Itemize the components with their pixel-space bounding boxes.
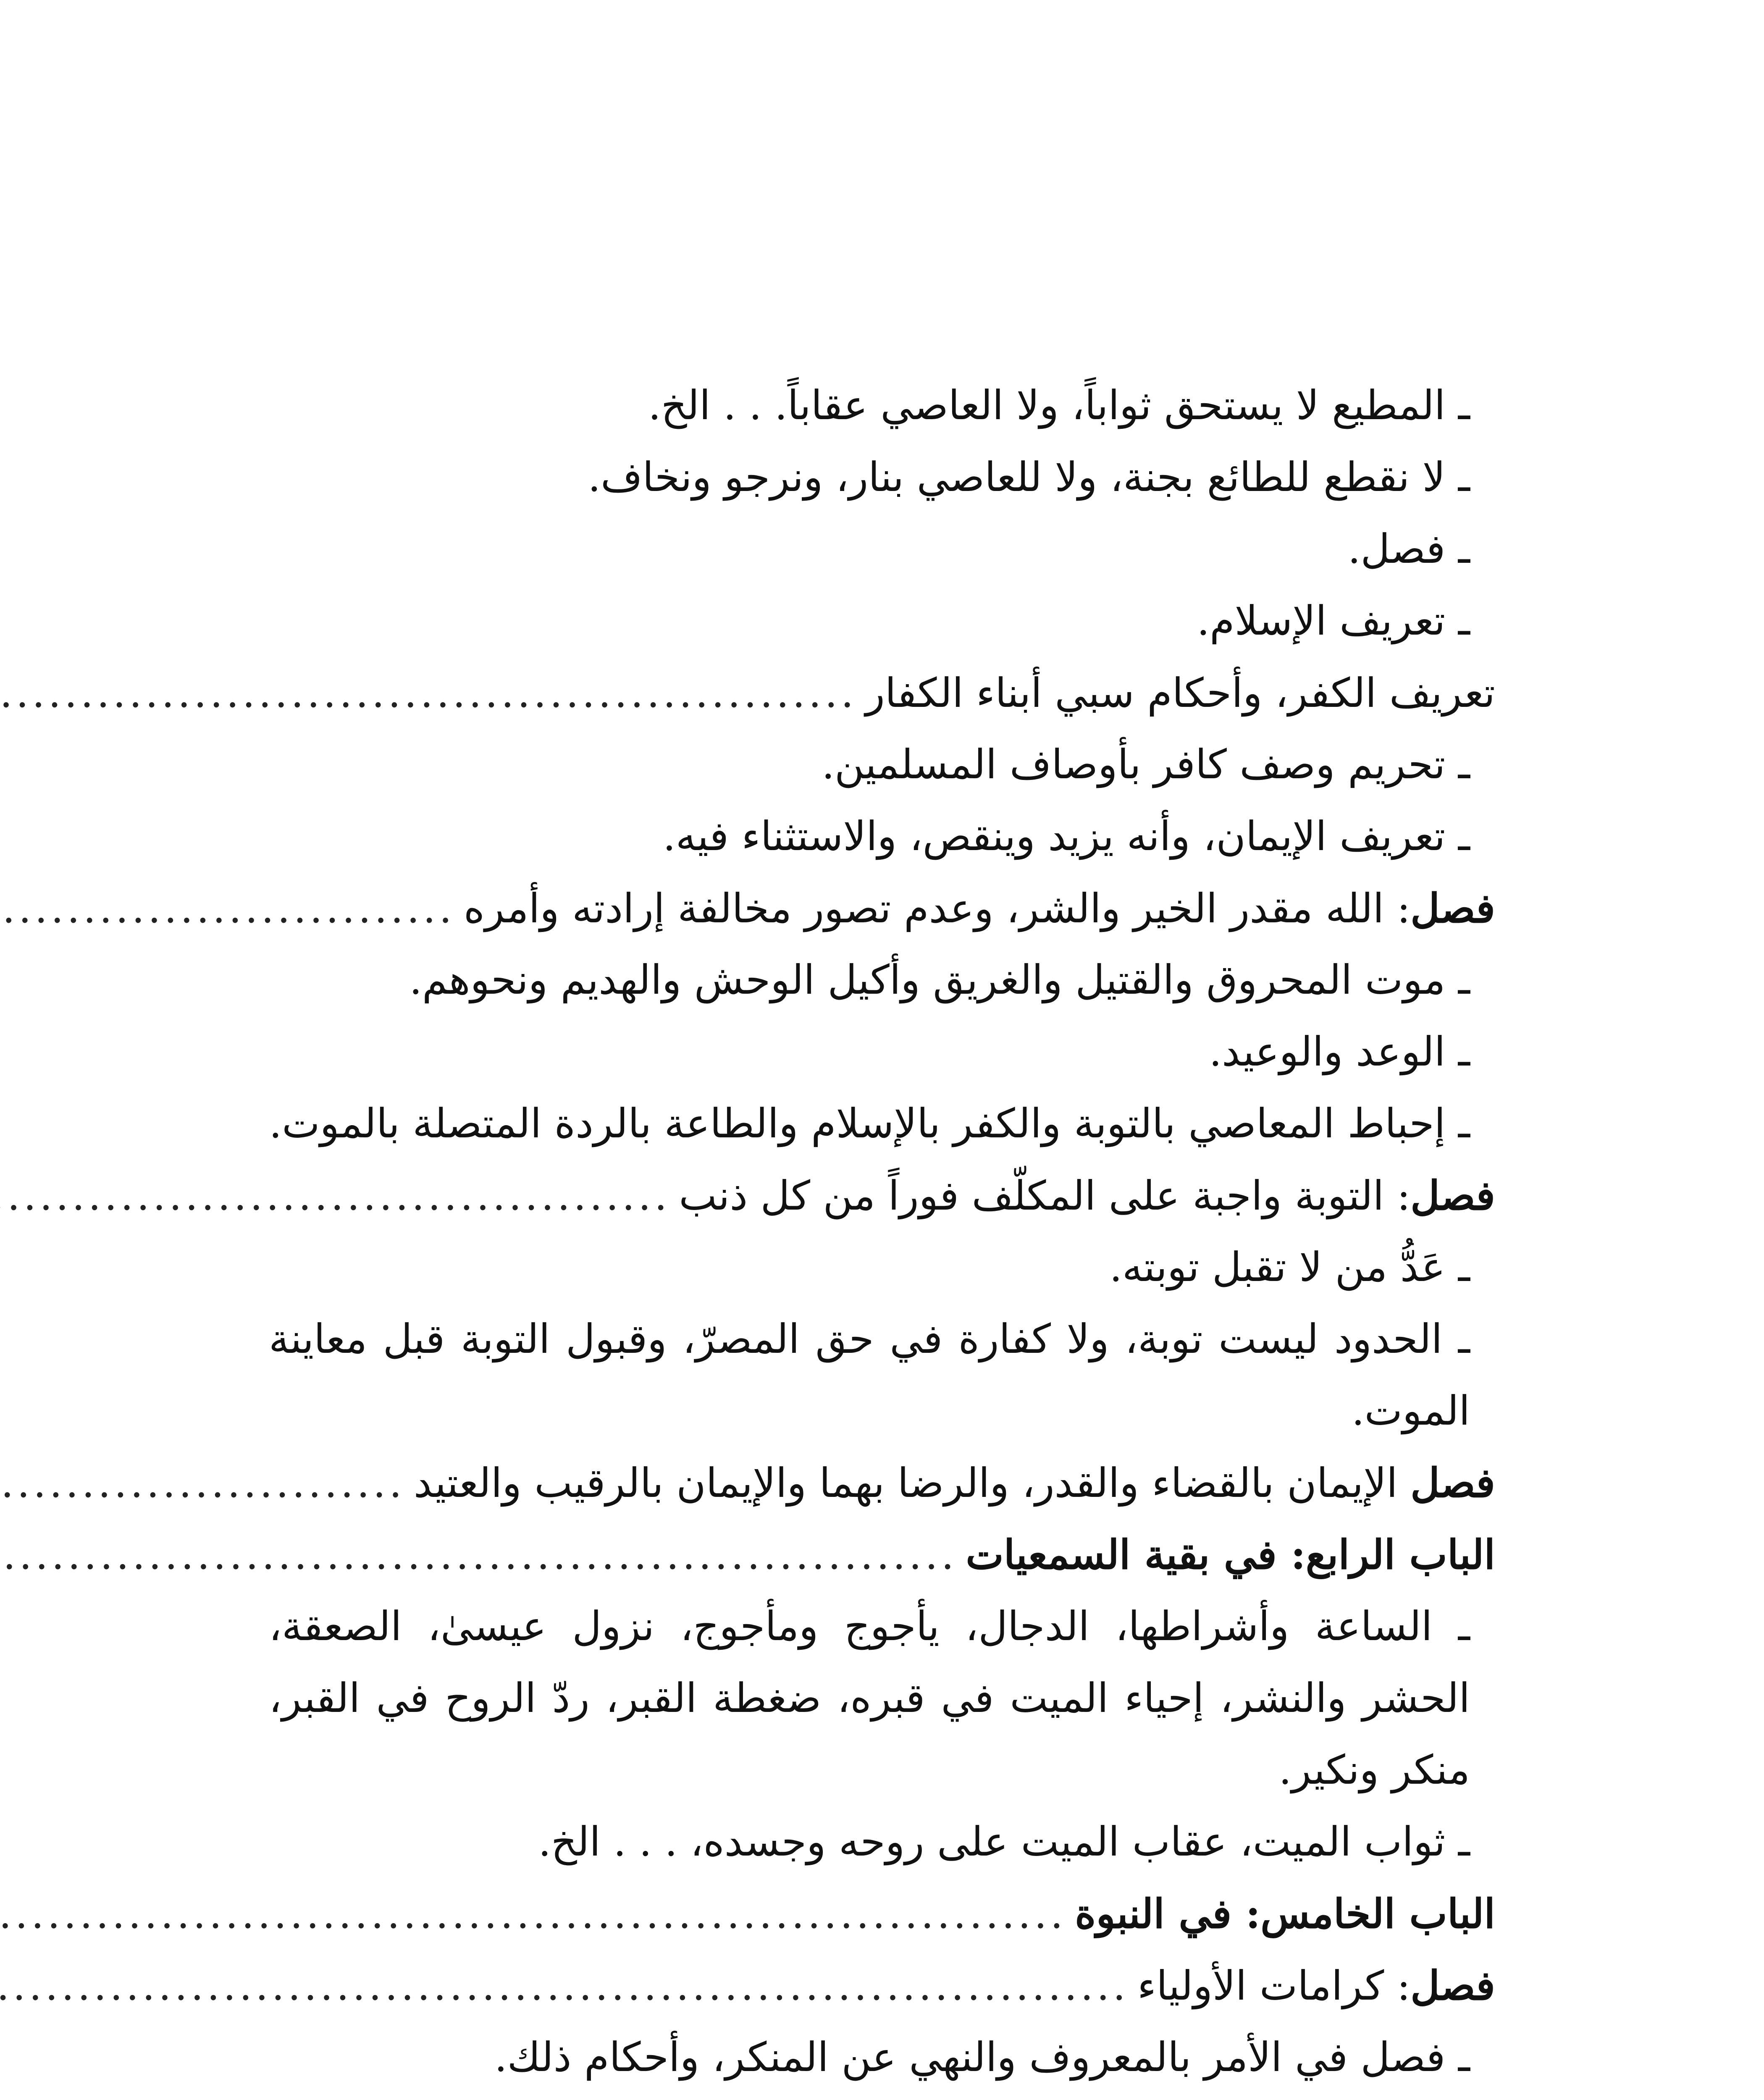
toc-entry-text: ـ فصل في الأمر بالمعروف والنهي عن المنكر، وأحكام ذلك. xyxy=(494,2034,1470,2081)
toc-entry-text: ـ عَدُّ من لا تقبل توبته. xyxy=(1109,1244,1470,1291)
toc-entry-text xyxy=(966,1519,1495,1591)
toc-entry xyxy=(269,2093,1495,2100)
toc-entry-text xyxy=(1137,1950,1495,2022)
toc-entry-body: : في بقية السمعيات xyxy=(966,1531,1306,1578)
toc-entry-body: : الله مقدر الخير والشر، وعدم تصور مخالفة إرادته وأمره xyxy=(463,885,1411,932)
dot-leader xyxy=(0,1519,957,1591)
toc-entry-label: فصل xyxy=(1410,885,1495,932)
dot-leader xyxy=(0,873,455,945)
dot-leader xyxy=(0,1447,405,1519)
table-of-contents xyxy=(269,370,1495,2100)
toc-entry-text: ـ الحدود ليست توبة، ولا كفارة في حق المصرّ، وقبول التوبة قبل معاينة الموت. xyxy=(269,1315,1470,1434)
toc-entry-text: ـ تعريف الإيمان، وأنه يزيد وينقص، والاستثناء فيه. xyxy=(663,813,1470,860)
toc-entry xyxy=(269,944,1495,1016)
toc-entry-text: ـ ثواب الميت، عقاب الميت على روحه وجسده، . . . الخ. xyxy=(538,1818,1470,1865)
dot-leader xyxy=(0,2094,926,2100)
toc-entry-body: : كرامات الأولياء xyxy=(1137,1962,1411,2009)
toc-entry xyxy=(269,1016,1495,1088)
toc-entry-text xyxy=(1075,1878,1495,1950)
toc-entry-label: الباب الخامس xyxy=(1260,1890,1495,1937)
toc-entry xyxy=(269,1878,1495,1950)
toc-entry xyxy=(269,513,1495,585)
toc-entry xyxy=(269,1088,1495,1160)
toc-entry xyxy=(269,1303,1495,1447)
toc-entry-text xyxy=(464,872,1495,945)
toc-entry-text: ـ تحريم وصف كافر بأوصاف المسلمين. xyxy=(822,741,1470,788)
toc-entry xyxy=(269,441,1495,513)
toc-entry-body: : في النبوة xyxy=(1075,1890,1261,1937)
toc-entry-text: ـ الساعة وأشراطها، الدجال، يأجوج ومأجوج، نزول عيسىٰ، الصعقة، الحشر والنشر، إحياء الميت في قبره، ضغطة القبر، ردّ الروح في القبر، منكر ونكير. xyxy=(269,1603,1470,1793)
toc-entry-text xyxy=(934,2094,1495,2100)
toc-entry xyxy=(269,1519,1495,1591)
toc-entry xyxy=(269,801,1495,872)
toc-entry xyxy=(269,1806,1495,1878)
toc-entry-text: ـ إحباط المعاصي بالتوبة والكفر بالإسلام والطاعة بالردة المتصلة بالموت. xyxy=(269,1100,1470,1147)
toc-entry xyxy=(269,1950,1495,2021)
toc-entry-text: تعريف الكفر، وأحكام سبي أبناء الكفار xyxy=(865,669,1495,717)
toc-entry-text: ـ تعريف الإسلام. xyxy=(1197,597,1470,644)
toc-entry-text xyxy=(414,1447,1495,1519)
toc-entry-body: : التوبة واجبة على المكلّف فوراً من كل ذنب xyxy=(679,1172,1411,1219)
toc-entry xyxy=(269,2021,1495,2093)
toc-entry-text: ـ فصل. xyxy=(1348,525,1470,572)
toc-entry-text: ـ الوعد والوعيد. xyxy=(1209,1028,1470,1075)
toc-entry xyxy=(269,370,1495,441)
dot-leader xyxy=(0,1950,1129,2022)
toc-entry xyxy=(269,1231,1495,1303)
toc-entry-text: ـ موت المحروق والقتيل والغريق وأكيل الوحش والهديم ونحوهم. xyxy=(409,956,1470,1003)
toc-entry xyxy=(269,729,1495,801)
toc-entry-body: الإيمان بالقضاء والقدر، والرضا بهما والإيمان بالرقيب والعتيد xyxy=(413,1460,1411,1507)
toc-entry xyxy=(269,1591,1495,1806)
toc-entry-label: فصل xyxy=(1410,1962,1495,2009)
dot-leader xyxy=(0,1878,1066,1950)
dot-leader xyxy=(0,657,857,729)
toc-entry-text: ـ لا نقطع للطائع بجنة، ولا للعاصي بنار، ونرجو ونخاف. xyxy=(588,454,1470,501)
toc-entry-label: الباب الرابع xyxy=(1305,1531,1495,1578)
toc-entry xyxy=(269,1447,1495,1519)
toc-entry-label: فصل xyxy=(1410,1459,1495,1507)
toc-entry-label: فصل xyxy=(1410,1172,1495,1219)
toc-entry-text: ـ المطيع لا يستحق ثواباً، ولا العاصي عقاباً. . . الخ. xyxy=(648,382,1470,429)
toc-entry-text xyxy=(679,1160,1495,1232)
toc-entry xyxy=(269,872,1495,944)
toc-entry xyxy=(269,657,1495,729)
toc-entry xyxy=(269,1160,1495,1231)
toc-entry xyxy=(269,585,1495,657)
dot-leader xyxy=(0,1160,670,1232)
